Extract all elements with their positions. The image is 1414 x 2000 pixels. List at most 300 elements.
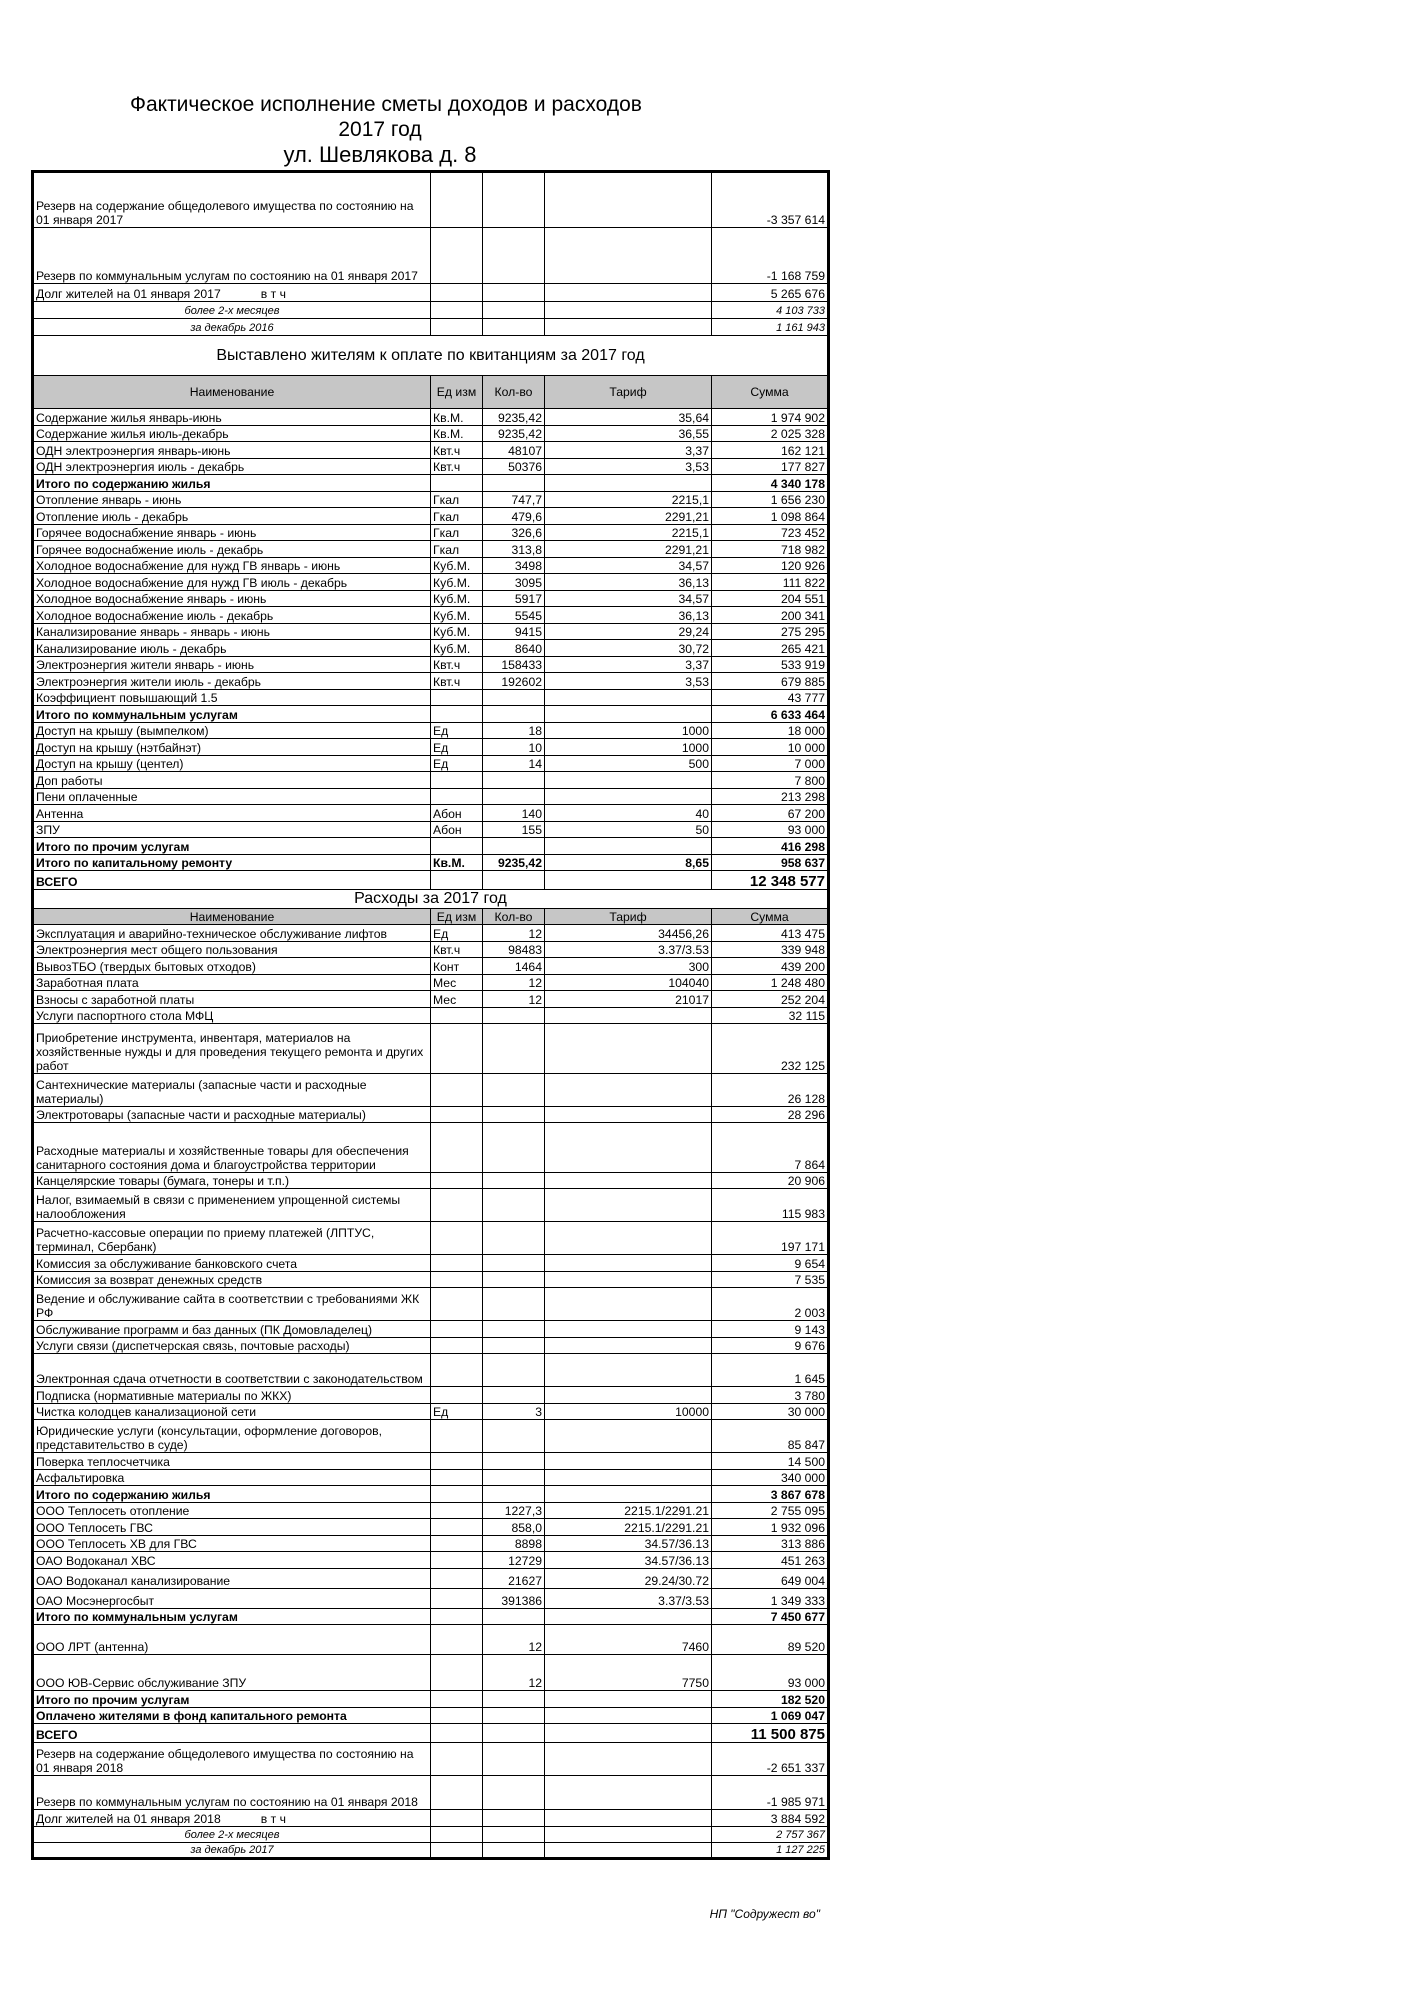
header-tariff: Тариф: [545, 909, 712, 925]
balance-name: [33, 284, 431, 302]
item-sum: 7 864: [712, 1123, 829, 1173]
balance-sum: 3 884 592: [712, 1810, 829, 1827]
opening-row: [33, 228, 829, 284]
balance-note: в т ч: [260, 1812, 286, 1826]
item-sum: 413 475: [712, 925, 829, 942]
item-qty: 858,0: [483, 1519, 545, 1536]
item-name: Ведение и обслуживание сайта в соответствии с требованиями ЖК РФ: [33, 1288, 431, 1321]
expense-row: [33, 1502, 829, 1519]
unit-cell: [431, 284, 483, 302]
income-row: [33, 673, 829, 690]
qty-cell: [483, 302, 545, 319]
item-qty: 747,7: [483, 491, 545, 508]
item-qty: [483, 1123, 545, 1173]
item-tariff: [545, 788, 712, 805]
item-sum: 1 069 047: [712, 1707, 829, 1724]
item-name: Электроэнергия мест общего пользования: [33, 941, 431, 958]
expense-row: [33, 1691, 829, 1708]
item-sum: 12 348 577: [712, 871, 829, 890]
item-tariff: 34.57/36.13: [545, 1552, 712, 1569]
item-sum: 232 125: [712, 1024, 829, 1074]
item-sum: 1 248 480: [712, 974, 829, 991]
item-tariff: 29,24: [545, 623, 712, 640]
expense-row: [33, 1073, 829, 1106]
item-name: ВСЕГО: [33, 871, 431, 890]
item-tariff: 2215,1: [545, 491, 712, 508]
income-row: [33, 755, 829, 772]
item-qty: [483, 1321, 545, 1338]
item-unit: Кв.М.: [431, 854, 483, 871]
item-name: Юридические услуги (консультации, оформление договоров, представительство в суде): [33, 1420, 431, 1453]
item-name: Оплачено жителями в фонд капитального ремонта: [33, 1707, 431, 1724]
expense-row: [33, 1568, 829, 1588]
item-tariff: [545, 1271, 712, 1288]
item-qty: [483, 1691, 545, 1708]
item-sum: 28 296: [712, 1106, 829, 1123]
item-tariff: 300: [545, 958, 712, 975]
item-qty: 48107: [483, 442, 545, 459]
item-name: ООО ЮВ-Сервис обслуживание ЗПУ: [33, 1655, 431, 1691]
item-qty: 14: [483, 755, 545, 772]
qty-cell: [483, 1776, 545, 1810]
item-name: Взносы с заработной платы: [33, 991, 431, 1008]
item-sum: 3 780: [712, 1387, 829, 1404]
item-unit: Квт.ч: [431, 458, 483, 475]
item-name: Электроэнергия жители июль - декабрь: [33, 673, 431, 690]
item-qty: [483, 1255, 545, 1272]
expense-row: [33, 1337, 829, 1354]
balance-sum: 1 161 943: [712, 319, 829, 336]
income-row: [33, 541, 829, 558]
income-row: [33, 788, 829, 805]
expense-row: [33, 1486, 829, 1503]
item-qty: 5545: [483, 607, 545, 624]
item-qty: 50376: [483, 458, 545, 475]
item-tariff: 2215,1: [545, 524, 712, 541]
expense-row: [33, 1387, 829, 1404]
expense-row: [33, 941, 829, 958]
item-qty: [483, 1073, 545, 1106]
balance-sum: -1 985 971: [712, 1776, 829, 1810]
item-tariff: 21017: [545, 991, 712, 1008]
item-sum: 111 822: [712, 574, 829, 591]
item-sum: 85 847: [712, 1420, 829, 1453]
closing-row: [33, 1776, 829, 1810]
item-sum: 120 926: [712, 557, 829, 574]
item-tariff: [545, 1387, 712, 1404]
qty-cell: [483, 1743, 545, 1776]
item-name: Расчетно-кассовые операции по приему платежей (ЛПТУС, терминал, Сбербанк): [33, 1222, 431, 1255]
item-unit: Абон: [431, 821, 483, 838]
item-unit: [431, 1387, 483, 1404]
item-sum: 1 349 333: [712, 1588, 829, 1608]
item-sum: 213 298: [712, 788, 829, 805]
item-unit: [431, 1106, 483, 1123]
header-unit: Ед изм: [431, 376, 483, 409]
item-qty: [483, 1271, 545, 1288]
item-name: ОДН электроэнергия январь-июнь: [33, 442, 431, 459]
item-qty: 1464: [483, 958, 545, 975]
item-unit: [431, 1288, 483, 1321]
item-sum: 313 886: [712, 1535, 829, 1552]
expense-row: [33, 1453, 829, 1470]
item-name: Холодное водоснабжение январь - июнь: [33, 590, 431, 607]
unit-cell: [431, 319, 483, 336]
item-name: Подписка (нормативные материалы по ЖКХ): [33, 1387, 431, 1404]
item-unit: [431, 1222, 483, 1255]
item-qty: 479,6: [483, 508, 545, 525]
item-tariff: [545, 1337, 712, 1354]
item-name: Сантехнические материалы (запасные части и расходные материалы): [33, 1073, 431, 1106]
income-row: [33, 557, 829, 574]
expense-row: [33, 1007, 829, 1024]
item-sum: 958 637: [712, 854, 829, 871]
unit-cell: [431, 1810, 483, 1827]
item-name: Доступ на крышу (нэтбайнэт): [33, 739, 431, 756]
item-name: ООО Теплосеть ХВ для ГВС: [33, 1535, 431, 1552]
item-qty: 12: [483, 1655, 545, 1691]
item-tariff: 34456,26: [545, 925, 712, 942]
balance-sum: 5 265 676: [712, 284, 829, 302]
tariff-cell: [545, 1776, 712, 1810]
item-name: Содержание жилья январь-июнь: [33, 409, 431, 426]
item-qty: 12: [483, 974, 545, 991]
item-unit: Ед: [431, 722, 483, 739]
item-qty: 192602: [483, 673, 545, 690]
item-unit: [431, 1189, 483, 1222]
balance-name: Резерв на содержание общедолевого имущества по состоянию на 01 января 2018: [33, 1743, 431, 1776]
item-sum: 26 128: [712, 1073, 829, 1106]
qty-cell: [483, 1843, 545, 1859]
item-name: Налог, взимаемый в связи с применением упрощенной системы налообложения: [33, 1189, 431, 1222]
item-tariff: [545, 706, 712, 723]
item-sum: 11 500 875: [712, 1724, 829, 1743]
unit-cell: [431, 302, 483, 319]
income-row: [33, 854, 829, 871]
item-unit: [431, 1024, 483, 1074]
item-tariff: 10000: [545, 1403, 712, 1420]
item-tariff: 40: [545, 805, 712, 822]
item-tariff: 2215.1/2291.21: [545, 1519, 712, 1536]
expense-row: [33, 1724, 829, 1743]
item-sum: 723 452: [712, 524, 829, 541]
unit-cell: [431, 1827, 483, 1843]
tariff-cell: [545, 302, 712, 319]
income-row: [33, 689, 829, 706]
balance-name: более 2-х месяцев: [33, 1827, 431, 1843]
item-sum: 2 003: [712, 1288, 829, 1321]
item-tariff: 30,72: [545, 640, 712, 657]
item-sum: 1 656 230: [712, 491, 829, 508]
item-qty: [483, 838, 545, 855]
tariff-cell: [545, 284, 712, 302]
header-tariff: Тариф: [545, 376, 712, 409]
item-tariff: [545, 1189, 712, 1222]
tariff-cell: [545, 1827, 712, 1843]
item-name: Электротовары (запасные части и расходные материалы): [33, 1106, 431, 1123]
item-sum: 2 025 328: [712, 425, 829, 442]
item-sum: 30 000: [712, 1403, 829, 1420]
balance-note: в т ч: [260, 287, 286, 301]
unit-cell: [431, 172, 483, 228]
header-name: Наименование: [33, 376, 431, 409]
item-unit: Куб.М.: [431, 607, 483, 624]
item-name: ОДН электроэнергия июль - декабрь: [33, 458, 431, 475]
item-qty: [483, 1024, 545, 1074]
item-qty: [483, 706, 545, 723]
item-name: Комиссия за возврат денежных средств: [33, 1271, 431, 1288]
item-unit: [431, 1691, 483, 1708]
balance-sum: 1 127 225: [712, 1843, 829, 1859]
item-tariff: 104040: [545, 974, 712, 991]
item-sum: 18 000: [712, 722, 829, 739]
income-row: [33, 607, 829, 624]
expense-row: [33, 1519, 829, 1536]
income-row: [33, 722, 829, 739]
item-tariff: [545, 1123, 712, 1173]
item-name: ОАО Водоканал ХВС: [33, 1552, 431, 1569]
item-unit: [431, 788, 483, 805]
item-name: ОАО Водоканал канализирование: [33, 1568, 431, 1588]
item-name: Холодное водоснабжение для нужд ГВ июль - декабрь: [33, 574, 431, 591]
item-unit: [431, 1552, 483, 1569]
item-tariff: 500: [545, 755, 712, 772]
item-qty: 391386: [483, 1588, 545, 1608]
item-unit: Гкал: [431, 491, 483, 508]
item-unit: Кв.М.: [431, 425, 483, 442]
item-unit: [431, 1469, 483, 1486]
item-tariff: 34,57: [545, 590, 712, 607]
item-qty: [483, 1222, 545, 1255]
item-name: Итого по содержанию жилья: [33, 1486, 431, 1503]
item-qty: 5917: [483, 590, 545, 607]
item-unit: Конт: [431, 958, 483, 975]
item-qty: 3498: [483, 557, 545, 574]
expense-row: [33, 1625, 829, 1655]
item-qty: 9235,42: [483, 425, 545, 442]
item-name: ЗПУ: [33, 821, 431, 838]
item-tariff: 36,55: [545, 425, 712, 442]
item-unit: [431, 1420, 483, 1453]
qty-cell: [483, 228, 545, 284]
item-name: Доп работы: [33, 772, 431, 789]
item-qty: 21627: [483, 1568, 545, 1588]
expense-row: [33, 1321, 829, 1338]
item-unit: [431, 1568, 483, 1588]
item-qty: 18: [483, 722, 545, 739]
item-tariff: 36,13: [545, 607, 712, 624]
item-name: ВСЕГО: [33, 1724, 431, 1743]
item-unit: Квт.ч: [431, 656, 483, 673]
item-qty: [483, 772, 545, 789]
item-sum: 2 755 095: [712, 1502, 829, 1519]
item-unit: Гкал: [431, 508, 483, 525]
expense-row: [33, 1552, 829, 1569]
income-row: [33, 623, 829, 640]
item-sum: 679 885: [712, 673, 829, 690]
item-tariff: [545, 1288, 712, 1321]
item-qty: [483, 788, 545, 805]
item-name: Итого по капитальному ремонту: [33, 854, 431, 871]
income-row: [33, 425, 829, 442]
item-name: Расходные материалы и хозяйственные товары для обеспечения санитарного состояния дома и благоустройства территории: [33, 1123, 431, 1173]
item-sum: 339 948: [712, 941, 829, 958]
item-name: Электроэнергия жители январь - июнь: [33, 656, 431, 673]
item-qty: 12729: [483, 1552, 545, 1569]
balance-sum: 2 757 367: [712, 1827, 829, 1843]
item-name: Канализирование январь - январь - июнь: [33, 623, 431, 640]
item-qty: 8640: [483, 640, 545, 657]
item-name: Приобретение инструмента, инвентаря, материалов на хозяйственные нужды и для проведения текущего ремонта и других работ: [33, 1024, 431, 1074]
opening-row: [33, 319, 829, 336]
item-unit: Ед: [431, 739, 483, 756]
item-name: Канцелярские товары (бумага, тонеры и т.п.): [33, 1172, 431, 1189]
item-qty: 3: [483, 1403, 545, 1420]
item-unit: [431, 838, 483, 855]
item-sum: 197 171: [712, 1222, 829, 1255]
item-qty: [483, 1469, 545, 1486]
item-qty: 1227,3: [483, 1502, 545, 1519]
item-qty: [483, 1486, 545, 1503]
item-unit: Куб.М.: [431, 557, 483, 574]
item-unit: [431, 1123, 483, 1173]
item-sum: 115 983: [712, 1189, 829, 1222]
item-unit: Гкал: [431, 524, 483, 541]
item-tariff: [545, 1255, 712, 1272]
qty-cell: [483, 284, 545, 302]
income-row: [33, 821, 829, 838]
item-name: Итого по прочим услугам: [33, 838, 431, 855]
item-sum: 1 645: [712, 1354, 829, 1387]
item-unit: [431, 1535, 483, 1552]
item-name: Отопление январь - июнь: [33, 491, 431, 508]
item-sum: 93 000: [712, 821, 829, 838]
item-unit: Куб.М.: [431, 574, 483, 591]
item-name: Услуги связи (диспетчерская связь, почтовые расходы): [33, 1337, 431, 1354]
column-header-row: [33, 909, 829, 925]
item-name: Содержание жилья июль-декабрь: [33, 425, 431, 442]
expense-row: [33, 1655, 829, 1691]
item-name: ООО Теплосеть ГВС: [33, 1519, 431, 1536]
expense-row: [33, 1024, 829, 1074]
item-name: Отопление июль - декабрь: [33, 508, 431, 525]
balance-name: более 2-х месяцев: [33, 302, 431, 319]
item-qty: [483, 871, 545, 890]
item-unit: Ед: [431, 925, 483, 942]
expense-row: [33, 1106, 829, 1123]
item-unit: [431, 689, 483, 706]
item-unit: [431, 1608, 483, 1625]
item-sum: 275 295: [712, 623, 829, 640]
item-sum: 182 520: [712, 1691, 829, 1708]
expense-section-title: [33, 890, 829, 909]
item-name: Пени оплаченные: [33, 788, 431, 805]
income-row: [33, 706, 829, 723]
expense-row: [33, 925, 829, 942]
item-qty: 9235,42: [483, 409, 545, 426]
item-tariff: [545, 475, 712, 492]
item-unit: Квт.ч: [431, 941, 483, 958]
item-unit: Мес: [431, 991, 483, 1008]
item-name: Комиссия за обслуживание банковского счета: [33, 1255, 431, 1272]
item-sum: 1 974 902: [712, 409, 829, 426]
income-row: [33, 739, 829, 756]
expense-row: [33, 1123, 829, 1173]
item-qty: 98483: [483, 941, 545, 958]
item-unit: [431, 1486, 483, 1503]
item-unit: [431, 1337, 483, 1354]
item-tariff: 7750: [545, 1655, 712, 1691]
item-sum: 533 919: [712, 656, 829, 673]
item-tariff: 8,65: [545, 854, 712, 871]
item-tariff: 7460: [545, 1625, 712, 1655]
item-name: Итого по прочим услугам: [33, 1691, 431, 1708]
item-unit: Куб.М.: [431, 623, 483, 640]
opening-row: [33, 172, 829, 228]
balance-sum: -1 168 759: [712, 228, 829, 284]
item-name: ООО Теплосеть отопление: [33, 1502, 431, 1519]
expense-row: [33, 1420, 829, 1453]
item-tariff: 50: [545, 821, 712, 838]
item-name: Итого по коммунальным услугам: [33, 706, 431, 723]
item-sum: 9 676: [712, 1337, 829, 1354]
opening-row: [33, 284, 829, 302]
balance-name: за декабрь 2017: [33, 1843, 431, 1859]
item-sum: 7 450 677: [712, 1608, 829, 1625]
expense-row: [33, 1354, 829, 1387]
balance-name: [33, 1810, 431, 1827]
item-sum: 416 298: [712, 838, 829, 855]
item-tariff: 1000: [545, 739, 712, 756]
expense-row: [33, 991, 829, 1008]
item-qty: 9415: [483, 623, 545, 640]
item-sum: 93 000: [712, 1655, 829, 1691]
unit-cell: [431, 1743, 483, 1776]
item-name: ВывозТБО (твердых бытовых отходов): [33, 958, 431, 975]
item-sum: 204 551: [712, 590, 829, 607]
item-tariff: 3,37: [545, 656, 712, 673]
header-sum: Сумма: [712, 909, 829, 925]
item-sum: 32 115: [712, 1007, 829, 1024]
tariff-cell: [545, 1743, 712, 1776]
item-sum: 1 932 096: [712, 1519, 829, 1536]
budget-table: [31, 170, 830, 1860]
item-sum: 252 204: [712, 991, 829, 1008]
qty-cell: [483, 172, 545, 228]
balance-sum: -3 357 614: [712, 172, 829, 228]
header-sum: Сумма: [712, 376, 829, 409]
item-unit: Квт.ч: [431, 673, 483, 690]
expense-row: [33, 1172, 829, 1189]
expense-row: [33, 1288, 829, 1321]
item-tariff: 3,53: [545, 458, 712, 475]
item-qty: 12: [483, 925, 545, 942]
item-sum: 7 000: [712, 755, 829, 772]
item-tariff: [545, 1073, 712, 1106]
item-tariff: [545, 1691, 712, 1708]
item-qty: [483, 1189, 545, 1222]
item-tariff: [545, 1469, 712, 1486]
item-unit: [431, 1271, 483, 1288]
item-qty: [483, 1724, 545, 1743]
item-sum: 4 340 178: [712, 475, 829, 492]
item-tariff: 36,13: [545, 574, 712, 591]
item-unit: [431, 475, 483, 492]
balance-name: Резерв на содержание общедолевого имущества по состоянию на 01 января 2017: [33, 172, 431, 228]
item-tariff: 3,37: [545, 442, 712, 459]
income-row: [33, 491, 829, 508]
item-unit: [431, 1502, 483, 1519]
